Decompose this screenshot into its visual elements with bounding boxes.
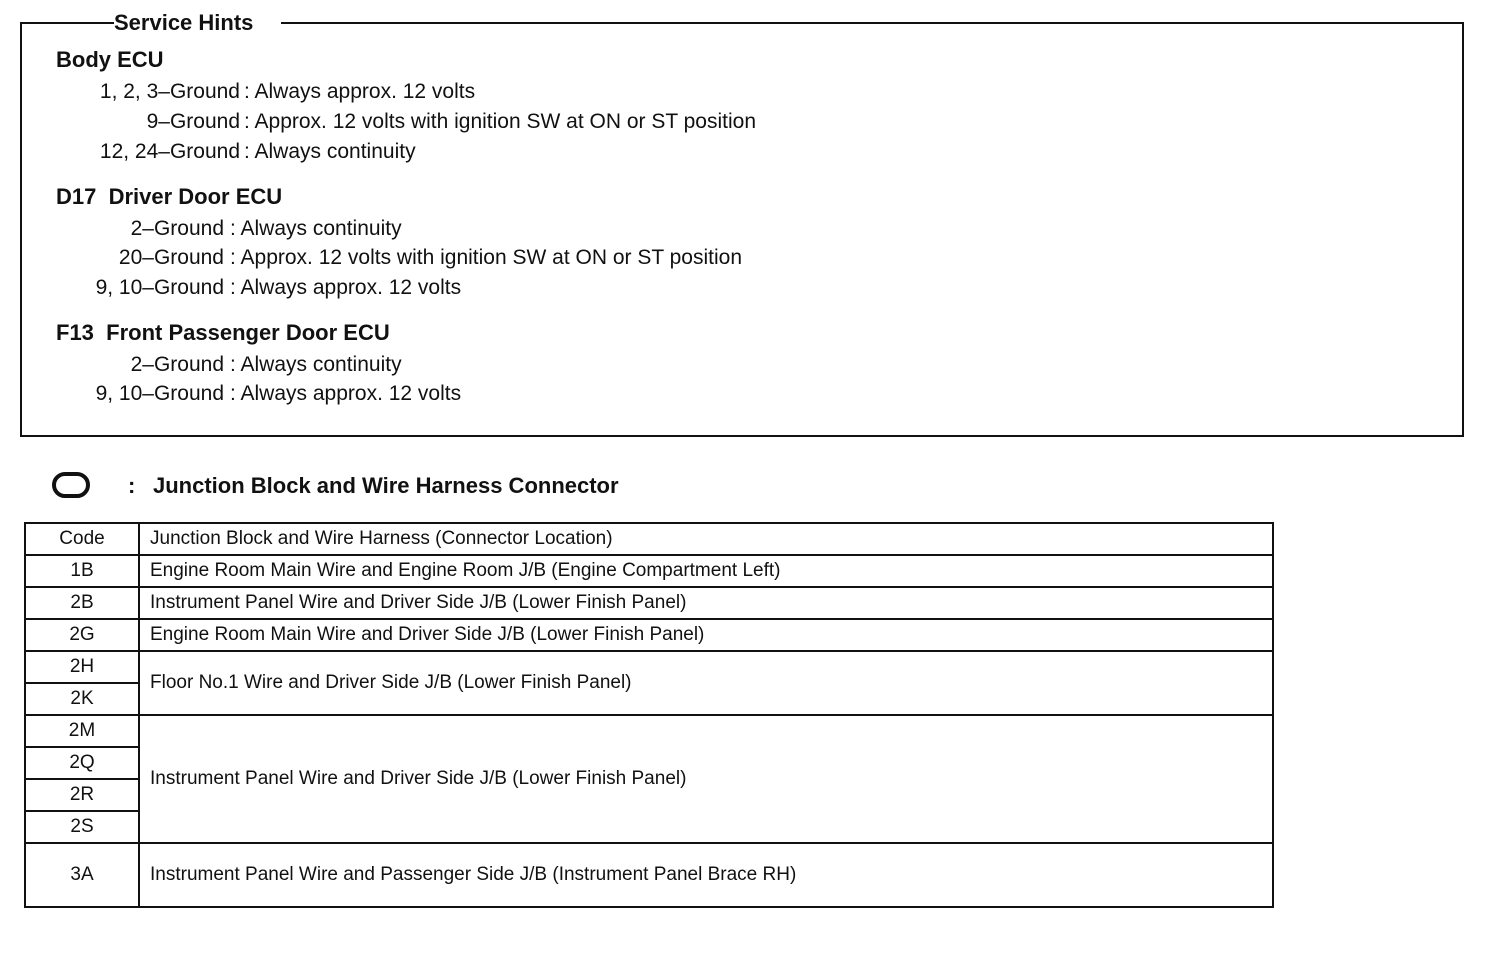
- cell-location: Engine Room Main Wire and Driver Side J/B (Lower Finish Panel): [139, 619, 1273, 651]
- cell-code: 2S: [25, 811, 139, 843]
- section-title-front-passenger-door-ecu: F13 Front Passenger Door ECU: [56, 320, 390, 345]
- cell-location: Instrument Panel Wire and Driver Side J/B (Lower Finish Panel): [139, 587, 1273, 619]
- cell-code: 2K: [25, 683, 139, 715]
- hint-desc: : Always approx. 12 volts: [230, 382, 462, 405]
- table-header-row: [25, 523, 1273, 555]
- cell-location: Floor No.1 Wire and Driver Side J/B (Lower Finish Panel): [139, 651, 1273, 715]
- header-location: Junction Block and Wire Harness (Connector Location): [139, 523, 1273, 555]
- hint-pins: 2–Ground: [130, 217, 224, 240]
- hint-pins: 12, 24–Ground: [99, 140, 240, 163]
- hint-pins: 9, 10–Ground: [95, 276, 224, 299]
- hint-desc: : Always approx. 12 volts: [244, 80, 476, 103]
- table-row: [25, 651, 1273, 683]
- cell-location: Engine Room Main Wire and Engine Room J/B (Engine Compartment Left): [139, 555, 1273, 587]
- section-title-driver-door-ecu: D17 Driver Door ECU: [56, 184, 283, 209]
- hint-desc: : Always continuity: [230, 353, 402, 376]
- table-row: [25, 587, 1273, 619]
- table-row: [25, 555, 1273, 587]
- hint-desc: : Approx. 12 volts with ignition SW at ON or ST position: [230, 246, 743, 269]
- hint-desc: : Always approx. 12 volts: [230, 276, 462, 299]
- table-row: [25, 843, 1273, 907]
- cell-code: 2B: [25, 587, 139, 619]
- hint-pins: 2–Ground: [130, 353, 224, 376]
- cell-code: 2Q: [25, 747, 139, 779]
- cell-code: 2R: [25, 779, 139, 811]
- section-title-body-ecu: Body ECU: [56, 47, 164, 72]
- header-code: Code: [25, 523, 139, 555]
- cell-code: 3A: [25, 843, 139, 907]
- hint-pins: 20–Ground: [118, 246, 224, 269]
- cell-location: Instrument Panel Wire and Passenger Side J/B (Instrument Panel Brace RH): [139, 843, 1273, 907]
- cell-code: 2G: [25, 619, 139, 651]
- service-hints-title: Service Hints: [114, 8, 281, 38]
- service-hints-box: [20, 10, 1464, 437]
- cell-location: Instrument Panel Wire and Driver Side J/B (Lower Finish Panel): [139, 715, 1273, 843]
- legend-colon: :: [128, 473, 136, 498]
- hint-desc: : Approx. 12 volts with ignition SW at ON or ST position: [244, 110, 757, 133]
- hint-desc: : Always continuity: [244, 140, 416, 163]
- table-row: [25, 619, 1273, 651]
- hint-desc: : Always continuity: [230, 217, 402, 240]
- legend-label: Junction Block and Wire Harness Connector: [153, 473, 619, 498]
- cell-code: 2H: [25, 651, 139, 683]
- connector-symbol-icon: [52, 472, 90, 498]
- cell-code: 2M: [25, 715, 139, 747]
- hint-pins: 9–Ground: [146, 110, 240, 133]
- cell-code: 1B: [25, 555, 139, 587]
- junction-block-table: [24, 522, 1274, 908]
- hint-pins: 1, 2, 3–Ground: [99, 80, 240, 103]
- table-row: [25, 715, 1273, 747]
- hint-pins: 9, 10–Ground: [95, 382, 224, 405]
